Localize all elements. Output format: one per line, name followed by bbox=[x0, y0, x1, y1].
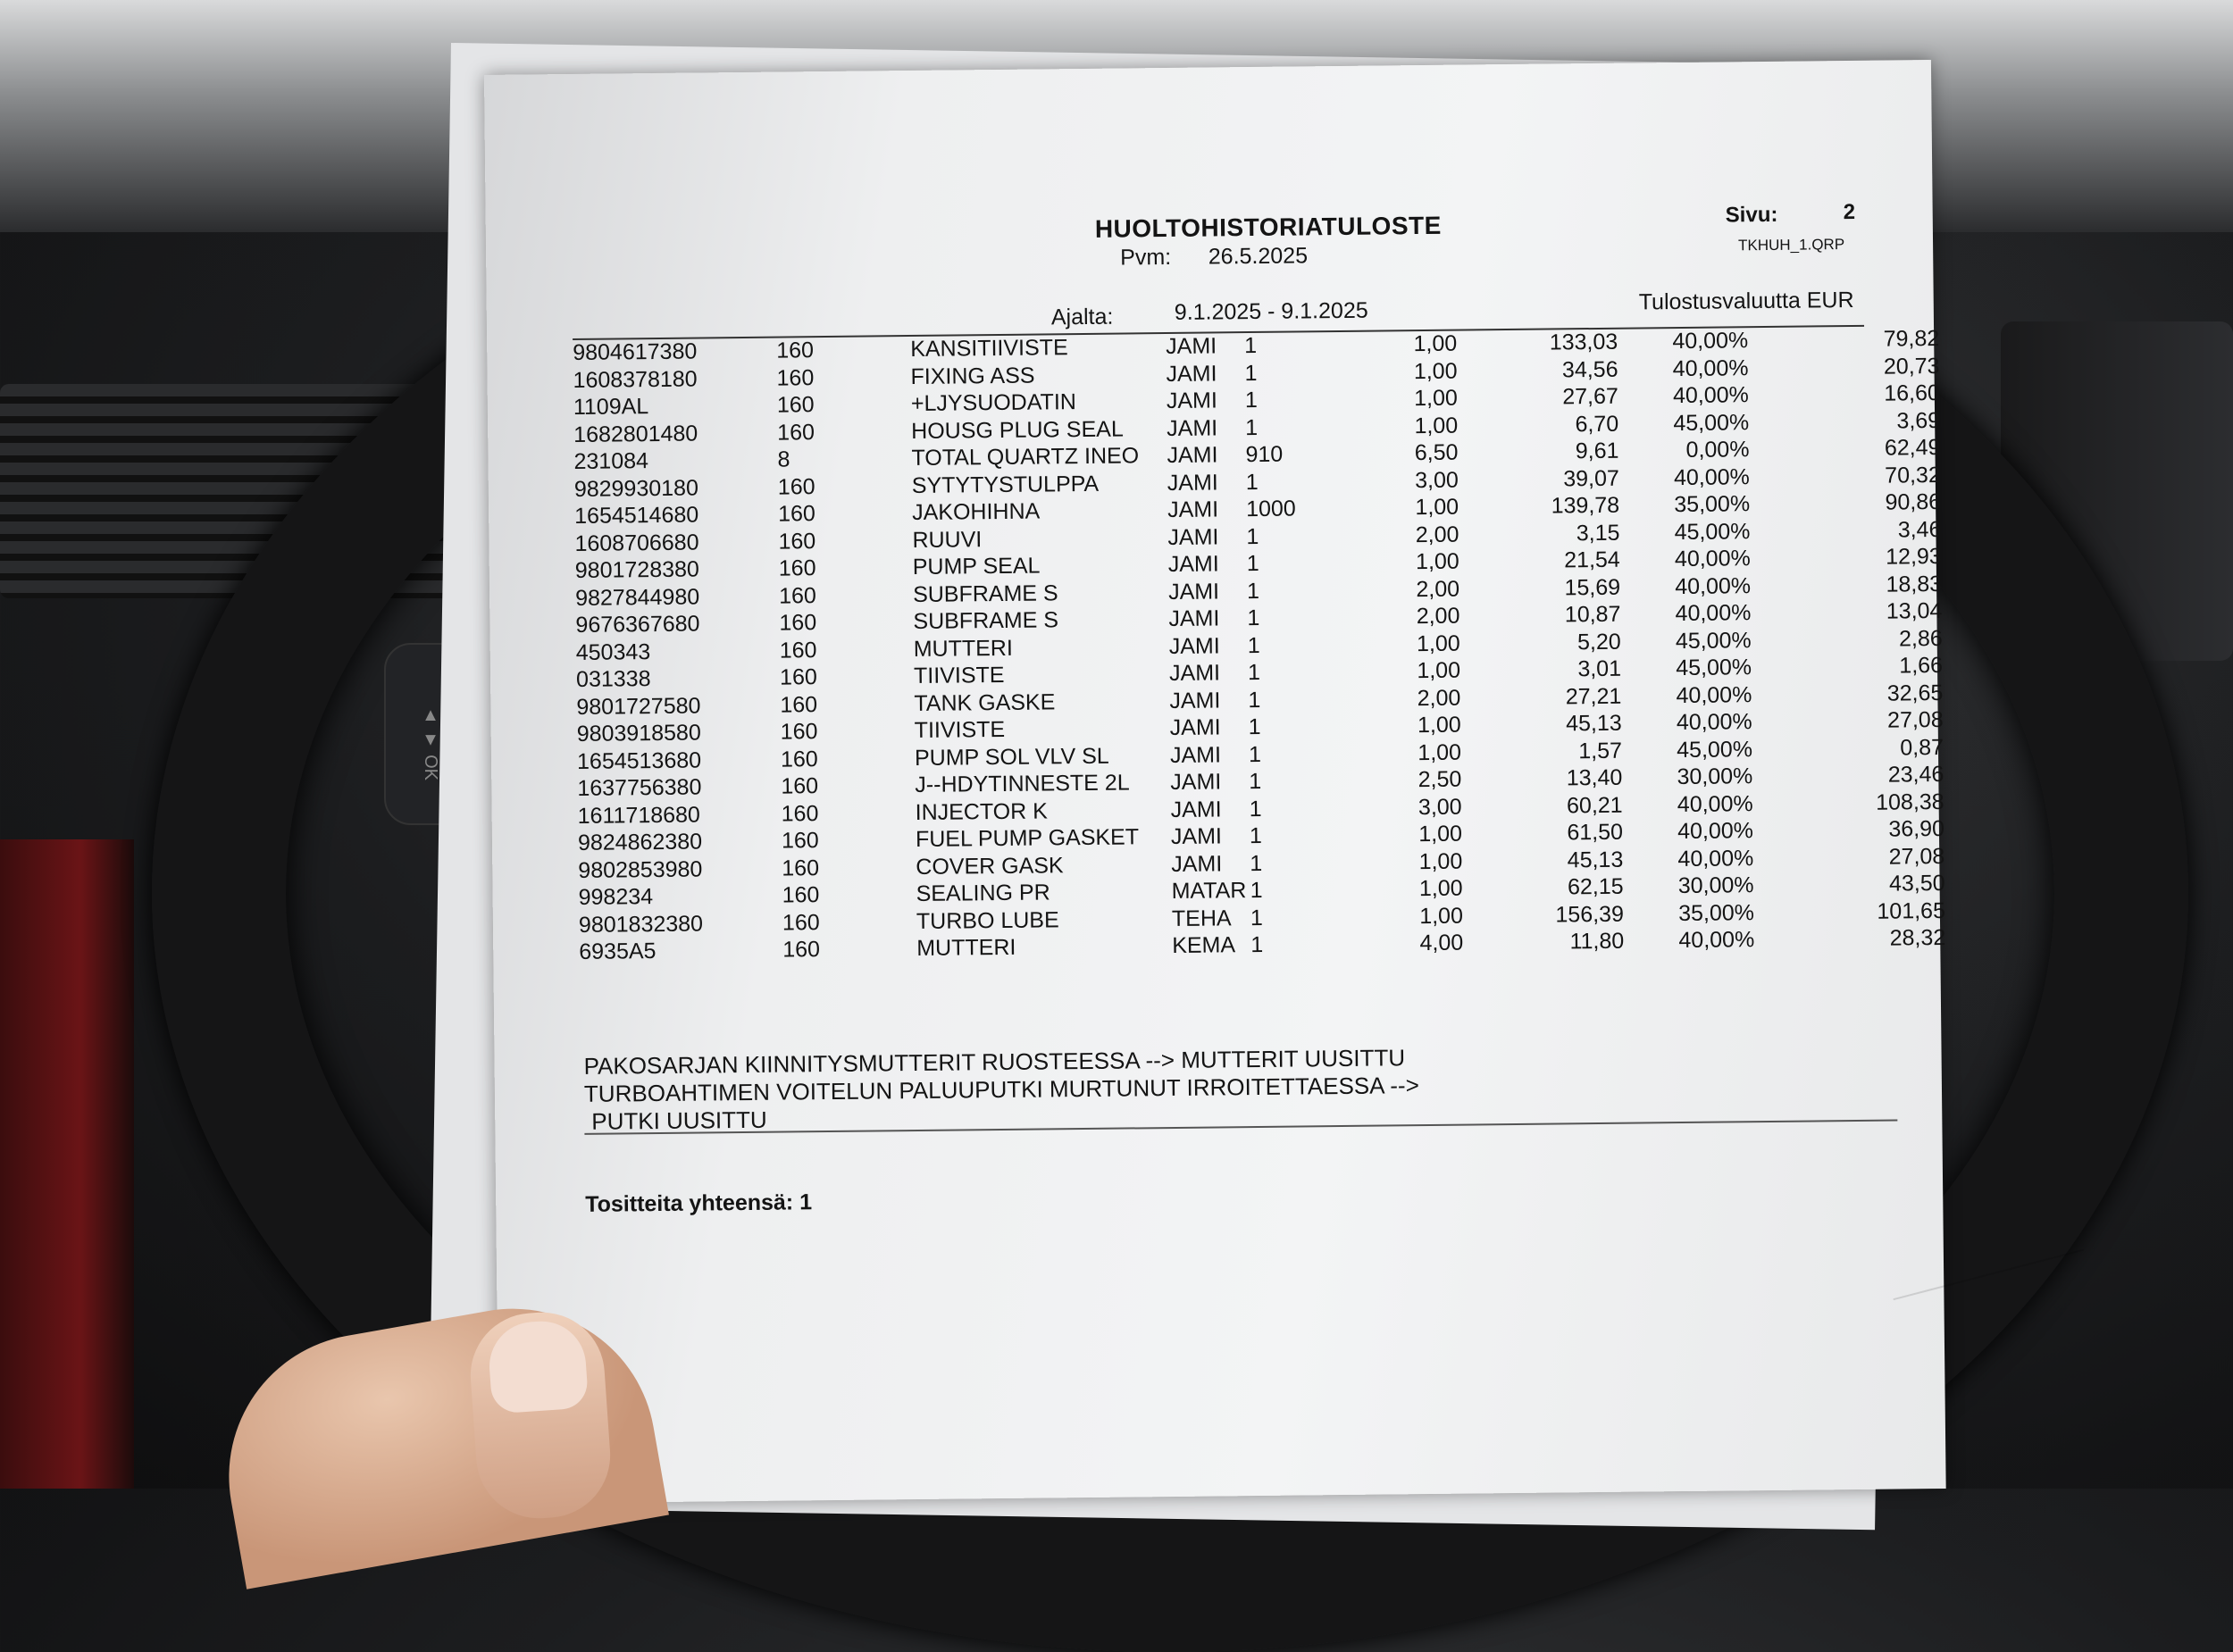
cell-code: 9827844980 bbox=[574, 584, 700, 611]
cell-sup: JAMI bbox=[1167, 496, 1219, 523]
cell-sup: JAMI bbox=[1167, 442, 1218, 469]
cell-sup: JAMI bbox=[1166, 360, 1217, 387]
document-count: Tositteita yhteensä: 1 bbox=[585, 1189, 813, 1217]
cell-qty1: 1 bbox=[1245, 414, 1259, 440]
cell-price: 6,70 bbox=[1575, 411, 1619, 437]
cell-code: 1637756380 bbox=[577, 774, 702, 801]
cell-qty1: 1000 bbox=[1245, 496, 1296, 522]
cell-qty1: 1 bbox=[1247, 632, 1260, 658]
document-title: HUOLTOHISTORIATULOSTE bbox=[1094, 211, 1442, 243]
cell-qty2: 2,00 bbox=[1416, 603, 1460, 630]
cell-qty2: 3,00 bbox=[1418, 794, 1462, 820]
cell-price: 27,21 bbox=[1565, 683, 1622, 709]
cell-desc: SUBFRAME S bbox=[913, 607, 1059, 635]
cell-sup: JAMI bbox=[1167, 523, 1219, 550]
cell-qty1: 1 bbox=[1246, 523, 1259, 549]
cell-price: 3,01 bbox=[1577, 655, 1622, 682]
cell-code: 031338 bbox=[575, 666, 651, 692]
cell-price: 61,50 bbox=[1567, 819, 1624, 846]
cell-code: 1682801480 bbox=[573, 421, 698, 447]
period-label: Ajalta: bbox=[1050, 304, 1114, 330]
cell-code: 1608378180 bbox=[573, 366, 698, 393]
cell-qty2: 1,00 bbox=[1415, 548, 1459, 575]
service-history-printout bbox=[484, 60, 1946, 1504]
cell-price: 45,13 bbox=[1565, 710, 1622, 737]
cell-qty2: 6,50 bbox=[1414, 439, 1459, 466]
cell-price: 21,54 bbox=[1564, 546, 1620, 573]
cell-code: 9829930180 bbox=[573, 475, 699, 502]
cell-code: 231084 bbox=[573, 448, 649, 474]
service-notes bbox=[583, 1044, 1419, 1136]
cell-code: 9801832380 bbox=[578, 910, 704, 938]
cell-n: 160 bbox=[781, 828, 819, 854]
date-value: 26.5.2025 bbox=[1208, 243, 1309, 270]
cell-disc: 40,00% bbox=[1672, 355, 1749, 381]
cell-sup: JAMI bbox=[1167, 469, 1218, 496]
cell-qty2: 1,00 bbox=[1414, 385, 1458, 412]
cell-disc: 30,00% bbox=[1677, 872, 1754, 899]
cell-disc: 40,00% bbox=[1676, 709, 1752, 736]
cell-n: 160 bbox=[780, 719, 818, 745]
cell-sup: JAMI bbox=[1166, 333, 1217, 360]
cell-qty2: 1,00 bbox=[1414, 413, 1459, 438]
cell-code: 9801728380 bbox=[574, 556, 700, 583]
cell-disc: 45,00% bbox=[1675, 627, 1752, 654]
cell-code: 9803918580 bbox=[576, 720, 701, 747]
cell-qty1: 1 bbox=[1250, 850, 1263, 876]
currency-label: Tulostusvaluutta EUR bbox=[1638, 287, 1854, 315]
cell-desc: RUUVI bbox=[912, 526, 983, 553]
cell-code: 9801727580 bbox=[576, 693, 701, 720]
cell-qty1: 1 bbox=[1246, 550, 1259, 577]
cell-total: 101,65 bbox=[1877, 897, 1946, 924]
cell-qty2: 1,00 bbox=[1418, 739, 1462, 765]
cell-total: 23,46 bbox=[1887, 761, 1944, 788]
cell-n: 160 bbox=[779, 637, 817, 663]
cell-disc: 40,00% bbox=[1677, 818, 1754, 845]
cell-qty1: 1 bbox=[1245, 469, 1259, 495]
cell-qty2: 1,00 bbox=[1415, 494, 1459, 521]
cell-qty1: 1 bbox=[1249, 822, 1263, 849]
cell-code: 9676367680 bbox=[575, 611, 700, 638]
cell-n: 160 bbox=[779, 664, 817, 690]
cell-code: 6935A5 bbox=[579, 939, 657, 964]
cell-sup: JAMI bbox=[1170, 769, 1222, 795]
cell-disc: 40,00% bbox=[1673, 463, 1750, 490]
cell-desc: TANK GASKE bbox=[914, 688, 1056, 716]
cell-total: 18,83 bbox=[1886, 571, 1943, 597]
cell-qty2: 1,00 bbox=[1417, 712, 1461, 738]
cell-qty2: 2,00 bbox=[1416, 576, 1460, 602]
cell-price: 11,80 bbox=[1569, 928, 1625, 955]
cell-price: 60,21 bbox=[1566, 792, 1623, 818]
cell-qty2: 2,00 bbox=[1415, 521, 1459, 547]
cell-total: 0,87 bbox=[1900, 734, 1944, 760]
cell-price: 139,78 bbox=[1551, 492, 1620, 519]
cell-sup: JAMI bbox=[1167, 578, 1220, 605]
cell-disc: 40,00% bbox=[1676, 681, 1752, 708]
cell-qty1: 1 bbox=[1246, 578, 1260, 604]
cell-qty2: 1,00 bbox=[1418, 848, 1463, 874]
cell-disc: 40,00% bbox=[1678, 927, 1755, 954]
cell-disc: 40,00% bbox=[1675, 572, 1752, 599]
cell-code: 9804617380 bbox=[573, 338, 698, 365]
cell-disc: 40,00% bbox=[1677, 845, 1754, 872]
cell-disc: 45,00% bbox=[1677, 736, 1753, 763]
cell-n: 160 bbox=[778, 501, 816, 527]
cell-qty1: 1 bbox=[1247, 605, 1260, 631]
cell-disc: 40,00% bbox=[1674, 546, 1751, 572]
cell-desc: SEALING PR bbox=[916, 880, 1050, 906]
document-date bbox=[1120, 243, 1308, 271]
cell-disc: 35,00% bbox=[1677, 899, 1755, 926]
cell-qty1: 1 bbox=[1249, 796, 1262, 822]
period-value: 9.1.2025 - 9.1.2025 bbox=[1174, 297, 1368, 325]
cell-disc: 45,00% bbox=[1673, 409, 1750, 436]
cell-total: 3,46 bbox=[1897, 516, 1942, 542]
cell-disc: 40,00% bbox=[1672, 328, 1749, 355]
page-number: 2 bbox=[1843, 199, 1856, 225]
cell-price: 34,56 bbox=[1561, 356, 1618, 382]
cell-desc: TIIVISTE bbox=[913, 662, 1005, 688]
cell-desc: JAKOHIHNA bbox=[912, 498, 1041, 526]
cell-sup: JAMI bbox=[1170, 823, 1223, 849]
cell-desc: SYTYTYSTULPPA bbox=[911, 471, 1100, 498]
cell-code: 1654514680 bbox=[574, 502, 699, 529]
cell-qty2: 3,00 bbox=[1414, 467, 1459, 493]
cell-code: 1611718680 bbox=[577, 802, 701, 829]
note-line: PAKOSARJAN KIINNITYSMUTTERIT RUOSTEESSA --> MUTTERIT UUSITTU bbox=[583, 1044, 1406, 1080]
cell-desc: FIXING ASS bbox=[910, 363, 1035, 389]
cell-total: 20,73 bbox=[1883, 353, 1940, 380]
cell-sup: KEMA bbox=[1172, 932, 1236, 958]
parts-table bbox=[573, 324, 1946, 964]
cell-code: 1109AL bbox=[573, 394, 649, 420]
cell-n: 160 bbox=[777, 473, 815, 500]
cell-sup: JAMI bbox=[1169, 714, 1221, 741]
cell-code: 9802853980 bbox=[578, 855, 703, 883]
car-door-edge bbox=[0, 839, 134, 1489]
cell-qty1: 1 bbox=[1250, 931, 1264, 958]
cell-sup: JAMI bbox=[1166, 388, 1217, 414]
cell-desc: KANSITIIVISTE bbox=[910, 335, 1068, 363]
cell-n: 160 bbox=[780, 691, 818, 718]
cell-n: 160 bbox=[782, 882, 820, 908]
cell-n: 160 bbox=[782, 855, 820, 881]
cell-total: 28,32 bbox=[1889, 924, 1946, 951]
cell-qty1: 1 bbox=[1250, 877, 1263, 904]
cell-n: 160 bbox=[778, 555, 816, 581]
cell-n: 160 bbox=[782, 909, 820, 936]
cell-sup: JAMI bbox=[1168, 660, 1221, 687]
cell-desc: PUMP SOL VLV SL bbox=[914, 743, 1109, 771]
cell-n: 160 bbox=[781, 773, 819, 799]
cell-qty1: 1 bbox=[1244, 332, 1258, 359]
cell-total: 32,65 bbox=[1886, 680, 1944, 706]
cell-price: 3,15 bbox=[1576, 520, 1620, 546]
cell-code: 9824862380 bbox=[577, 829, 703, 855]
cell-n: 160 bbox=[782, 937, 821, 963]
cell-qty2: 2,00 bbox=[1417, 685, 1461, 711]
cell-price: 45,13 bbox=[1567, 847, 1624, 872]
cell-n: 160 bbox=[779, 610, 817, 636]
cell-sup: JAMI bbox=[1168, 605, 1220, 632]
cell-disc: 30,00% bbox=[1677, 763, 1753, 790]
cell-sup: JAMI bbox=[1169, 687, 1221, 713]
cell-qty1: 910 bbox=[1245, 441, 1284, 468]
report-code: TKHUH_1.QRP bbox=[1737, 236, 1845, 254]
cell-desc: TURBO LUBE bbox=[916, 906, 1059, 934]
cell-price: 62,15 bbox=[1567, 873, 1624, 900]
cell-sup: JAMI bbox=[1167, 551, 1219, 578]
cell-n: 160 bbox=[776, 338, 815, 363]
cell-desc: COVER GASK bbox=[916, 852, 1064, 880]
cell-code: 1654513680 bbox=[576, 747, 702, 774]
cell-price: 5,20 bbox=[1576, 629, 1621, 655]
cell-qty2: 1,00 bbox=[1413, 330, 1458, 357]
cell-n: 8 bbox=[777, 446, 790, 472]
cell-sup: MATAR bbox=[1171, 878, 1247, 904]
cell-qty1: 1 bbox=[1244, 387, 1258, 413]
cell-desc: PUMP SEAL bbox=[912, 553, 1041, 580]
note-line: PUTKI UUSITTU bbox=[591, 1106, 767, 1135]
cell-qty1: 1 bbox=[1244, 360, 1258, 386]
cell-price: 13,40 bbox=[1566, 764, 1623, 791]
cell-qty2: 4,00 bbox=[1419, 930, 1464, 956]
cell-n: 160 bbox=[778, 528, 816, 555]
cell-qty2: 1,00 bbox=[1418, 875, 1463, 902]
cell-price: 156,39 bbox=[1555, 901, 1625, 927]
cell-disc: 40,00% bbox=[1672, 382, 1749, 409]
cell-n: 160 bbox=[777, 419, 815, 446]
cell-disc: 40,00% bbox=[1677, 790, 1753, 817]
cell-desc: SUBFRAME S bbox=[912, 580, 1058, 607]
cell-desc: HOUSG PLUG SEAL bbox=[911, 416, 1124, 444]
cell-qty2: 2,50 bbox=[1418, 766, 1462, 793]
cell-sup: JAMI bbox=[1170, 796, 1222, 822]
cell-n: 160 bbox=[776, 392, 815, 418]
cell-total: 90,86 bbox=[1885, 488, 1942, 515]
cell-sup: JAMI bbox=[1169, 741, 1222, 768]
cell-qty1: 1 bbox=[1249, 768, 1262, 795]
date-label: Pvm: bbox=[1120, 244, 1172, 271]
cell-total: 13,04 bbox=[1886, 597, 1943, 624]
cell-total: 108,38 bbox=[1875, 788, 1944, 815]
cell-qty1: 1 bbox=[1250, 905, 1263, 930]
cell-qty1: 1 bbox=[1247, 659, 1261, 686]
cell-qty1: 1 bbox=[1248, 687, 1261, 713]
cell-price: 39,07 bbox=[1563, 465, 1619, 491]
cell-total: 62,49 bbox=[1884, 434, 1941, 461]
cell-desc: TOTAL QUARTZ INEO bbox=[911, 443, 1140, 471]
cell-qty2: 1,00 bbox=[1417, 657, 1461, 684]
cell-total: 36,90 bbox=[1888, 815, 1945, 842]
cell-total: 79,82 bbox=[1883, 325, 1940, 352]
cell-n: 160 bbox=[780, 746, 818, 772]
cell-disc: 40,00% bbox=[1675, 600, 1752, 627]
cell-desc: TIIVISTE bbox=[914, 716, 1006, 743]
cell-desc: MUTTERI bbox=[913, 635, 1014, 662]
cell-sup: JAMI bbox=[1171, 850, 1223, 877]
cell-desc: INJECTOR K bbox=[915, 797, 1048, 825]
cell-total: 1,66 bbox=[1899, 652, 1944, 679]
cell-desc: +LJYSUODATIN bbox=[910, 389, 1077, 417]
cell-disc: 35,00% bbox=[1674, 491, 1751, 518]
cell-desc: MUTTERI bbox=[916, 934, 1016, 961]
cell-price: 9,61 bbox=[1575, 438, 1619, 464]
cell-total: 43,50 bbox=[1888, 870, 1945, 897]
cell-n: 160 bbox=[776, 364, 815, 391]
cell-total: 3,69 bbox=[1896, 407, 1941, 433]
cell-code: 450343 bbox=[575, 638, 651, 665]
cell-price: 10,87 bbox=[1564, 601, 1621, 628]
cell-disc: 45,00% bbox=[1674, 518, 1751, 545]
cell-sup: TEHA bbox=[1171, 905, 1232, 931]
cell-disc: 45,00% bbox=[1676, 655, 1752, 681]
cell-total: 70,32 bbox=[1885, 462, 1941, 488]
cell-code: 998234 bbox=[578, 884, 654, 910]
cell-sup: JAMI bbox=[1167, 414, 1218, 441]
cell-desc: J--HDYTINNESTE 2L bbox=[915, 770, 1130, 797]
cell-qty2: 1,00 bbox=[1416, 630, 1460, 656]
cell-qty2: 1,00 bbox=[1413, 358, 1458, 384]
cell-qty2: 1,00 bbox=[1419, 903, 1464, 929]
cell-disc: 0,00% bbox=[1685, 437, 1750, 463]
cell-price: 133,03 bbox=[1549, 329, 1618, 355]
cell-price: 1,57 bbox=[1578, 738, 1623, 763]
cell-total: 27,08 bbox=[1888, 843, 1945, 870]
cell-desc: FUEL PUMP GASKET bbox=[915, 824, 1140, 852]
cell-sup: JAMI bbox=[1168, 632, 1220, 659]
cell-price: 15,69 bbox=[1564, 574, 1621, 600]
cell-code: 1608706680 bbox=[574, 530, 699, 556]
cell-n: 160 bbox=[778, 582, 816, 609]
cell-qty1: 1 bbox=[1248, 713, 1261, 740]
cell-n: 160 bbox=[781, 800, 819, 827]
page-label: Sivu: bbox=[1725, 202, 1778, 228]
control-stalk-label: ▲ ▼ OK bbox=[421, 705, 440, 781]
cell-total: 27,08 bbox=[1886, 706, 1944, 733]
cell-qty1: 1 bbox=[1248, 741, 1262, 767]
cell-total: 2,86 bbox=[1898, 625, 1943, 651]
cell-total: 12,93 bbox=[1886, 543, 1942, 570]
cell-total: 16,60 bbox=[1884, 380, 1940, 406]
cell-price: 27,67 bbox=[1562, 383, 1618, 410]
cell-qty2: 1,00 bbox=[1418, 821, 1463, 847]
note-line: TURBOAHTIMEN VOITELUN PALUUPUTKI MURTUNUT IRROITETTAESSA --> bbox=[583, 1072, 1419, 1107]
